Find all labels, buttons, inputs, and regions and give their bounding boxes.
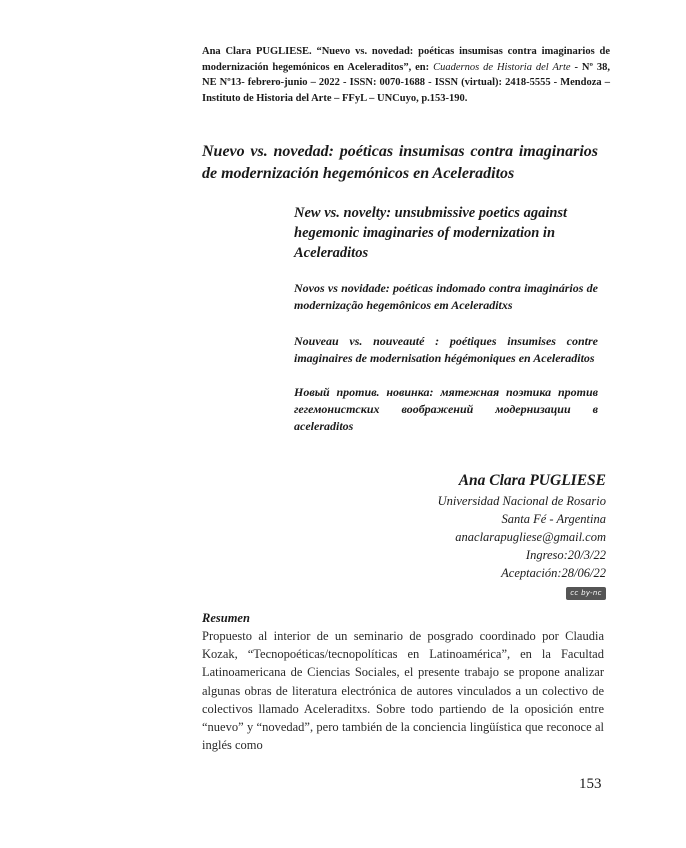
title-english: New vs. novelty: unsubmissive poetics against hegemonic imaginaries of modernization in Aceleraditos <box>294 205 568 261</box>
citation-header <box>202 44 610 106</box>
received-date: Ingreso:20/3/22 <box>525 548 606 562</box>
journal-name: Cuadernos de Historia del Arte <box>433 61 571 73</box>
title-russian: Новый против. новинка: мятежная поэтика против гегемонистских воображений модернизации в aceleraditos <box>294 385 598 433</box>
citation-details: - Nº 38, NE Nº13- febrero-junio – 2022 - ISSN: 0070-1688 - ISSN (virtual): 2418-5555 - Mendoza – Instituto de Historia del Arte – FFyL – UNCuyo, p.153-190. <box>202 61 611 104</box>
abstract-heading: Resumen <box>202 611 250 625</box>
accepted-date: Aceptación:28/06/22 <box>501 566 606 580</box>
title-spanish: Nuevo vs. novedad: poéticas insumisas contra imaginarios de modernización hegemónicos en Aceleraditos <box>202 143 598 182</box>
title-french: Nouveau vs. nouveauté : poétiques insumises contre imaginaires de modernisation hégémoniques en Aceleraditos <box>294 334 598 365</box>
cc-license-icon[interactable]: cc by-nc <box>566 587 606 600</box>
page-number: 153 <box>579 776 602 792</box>
author-name: Ana Clara PUGLIESE <box>458 472 606 489</box>
author-location: Santa Fé - Argentina <box>501 512 606 526</box>
abstract-body: Propuesto al interior de un seminario de posgrado coordinado por Claudia Kozak, “Tecnopoéticas/tecnopolíticas en Latinoamérica”, en la Facultad Latinoamericana de Ciencias Sociales, el presente trabajo se propone analizar algunas obras de literatura electrónica de autores vinculados a un colectivo de colectivos llamado Aceleraditxs. Sobre todo partiendo de la oposición entre “nuevo” y “novedad”, pero también de la conciencia lingüística que reconoce al inglés como <box>202 629 604 753</box>
author-affiliation: Universidad Nacional de Rosario <box>437 494 606 508</box>
title-portuguese: Novos vs novidade: poéticas indomado contra imaginários de modernização hegemônicos em Aceleraditxs <box>294 281 598 312</box>
citation-text: Ana Clara PUGLIESE. “Nuevo vs. novedad: poéticas insumisas contra imaginarios de modernización hegemónicos en Aceleraditos”, en: <box>202 46 610 73</box>
author-email[interactable]: anaclarapugliese@gmail.com <box>455 530 606 544</box>
author-block <box>438 470 606 600</box>
